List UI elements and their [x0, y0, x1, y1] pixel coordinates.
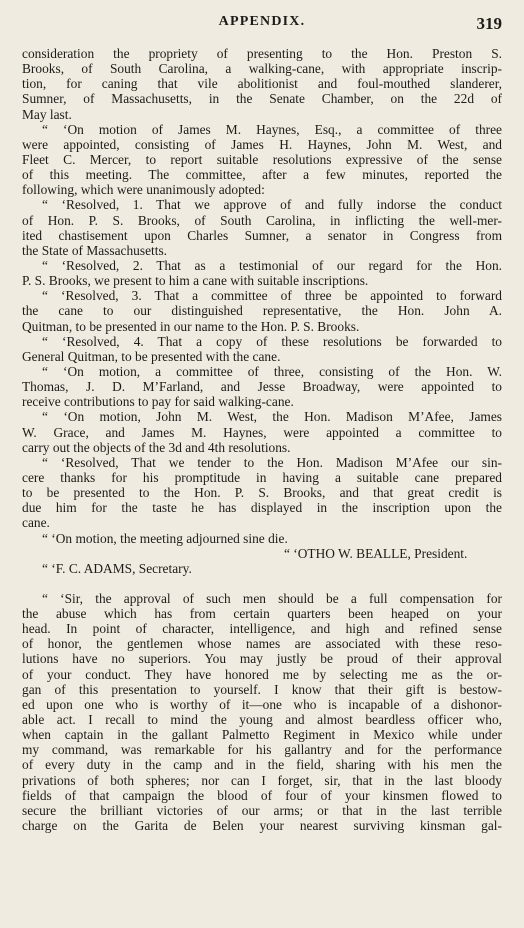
text-line: tion, for caning that vile abolitionist and foul-mouthed slanderer, — [22, 76, 502, 92]
text-line: secure the brilliant victories of our arms; or that in the last terrible — [22, 802, 502, 818]
text-line: “ ‘On motion, John M. West, the Hon. Madison M’Afee, James — [42, 409, 502, 425]
text-line: P. S. Brooks, we present to him a cane with suitable inscriptions. — [22, 273, 369, 289]
text-line: “ ‘Sir, the approval of such men should be a full compensation for — [42, 590, 502, 606]
body-text — [22, 46, 502, 833]
text-line: the abuse which has from certain quarters been heaped on your — [22, 606, 502, 622]
text-line: lutions have no superiors. You may justly be proud of their approval — [22, 651, 502, 667]
text-line: of every duty in the camp and in the field, sharing with his men the — [22, 757, 502, 773]
text-line: ited chastisement upon Charles Sumner, a senator in Congress from — [22, 227, 502, 243]
text-line: Quitman, to be presented in our name to the Hon. P. S. Brooks. — [22, 318, 360, 334]
text-line: the State of Massachusetts. — [22, 242, 168, 258]
text-line: May last. — [22, 106, 72, 122]
text-line: “ ‘Resolved, 3. That a committee of three be appointed to forward — [42, 288, 502, 304]
page-number: 319 — [476, 14, 502, 33]
text-line: of this meeting. The committee, after a few minutes, reported the — [22, 167, 502, 183]
text-line: Thomas, J. D. M’Farland, and Jesse Broadway, were appointed to — [22, 379, 502, 395]
running-head: APPENDIX. — [218, 14, 306, 29]
text-line: “ ‘Resolved, 1. That we approve of and fully indorse the conduct — [42, 197, 502, 213]
text-line: “ ‘On motion, the meeting adjourned sine die. — [42, 530, 288, 546]
text-line: of honor, the gentlemen whose names are associated with these reso- — [22, 636, 502, 652]
text-line: when captain in the gallant Palmetto Regiment in Mexico while under — [22, 727, 502, 743]
page-header — [22, 14, 502, 38]
text-line: my command, was remarkable for his gallantry and for the performance — [22, 742, 502, 758]
text-line: charge on the Garita de Belen your nearest surviving kinsman gal- — [22, 818, 502, 834]
text-line: carry out the objects of the 3d and 4th resolutions. — [22, 439, 291, 455]
text-line: General Quitman, to be presented with the cane. — [22, 348, 281, 364]
text-line: due him for the taste he has displayed in the inscription upon the — [22, 500, 502, 516]
text-line: of your conduct. They have honored me by selecting me as the or- — [22, 666, 502, 682]
text-line: “ ‘On motion, a committee of three, consisting of the Hon. W. — [42, 363, 502, 379]
text-line: “ ‘On motion of James M. Haynes, Esq., a committee of three — [42, 121, 502, 137]
signature-line: “ ‘OTHO W. BEALLE, President. — [284, 545, 468, 561]
text-line: to be presented to the Hon. P. S. Brooks, and that great credit is — [22, 485, 502, 501]
text-line: gan of this presentation to yourself. I know that their gift is bestow- — [22, 681, 502, 697]
text-line: consideration the propriety of presenting to the Hon. Preston S. — [22, 46, 502, 61]
text-line: were appointed, consisting of James H. Haynes, John M. West, and — [22, 136, 502, 152]
signature-line: “ ‘F. C. ADAMS, Secretary. — [42, 560, 192, 576]
text-line: cane. — [22, 515, 50, 531]
text-line: Brooks, of South Carolina, a walking-cane, with appropriate inscrip- — [22, 61, 502, 77]
text-line: following, which were unanimously adopted: — [22, 182, 265, 198]
text-line: of Hon. P. S. Brooks, of South Carolina, in inflicting the well-mer- — [22, 212, 502, 228]
text-line: “ ‘Resolved, 2. That as a testimonial of our regard for the Hon. — [42, 257, 502, 273]
text-line: “ ‘Resolved, 4. That a copy of these resolutions be forwarded to — [42, 333, 502, 349]
text-line: head. In point of character, intelligence, and high and refined sense — [22, 621, 502, 637]
text-line: receive contributions to pay for said walking-cane. — [22, 394, 294, 410]
text-line: able act. I recall to mind the young and almost beardless officer who, — [22, 712, 502, 728]
text-line: “ ‘Resolved, That we tender to the Hon. Madison M’Afee our sin- — [42, 454, 502, 470]
text-line: cere thanks for his promptitude in having a suitable cane prepared — [22, 469, 502, 485]
text-line: Fleet C. Mercer, to report suitable resolutions expressive of the sense — [22, 151, 502, 167]
text-line: ed upon one who is worthy of it—one who is incapable of a dishonor- — [22, 696, 502, 712]
text-line: privations of both spheres; nor can I forget, sir, that in the last bloody — [22, 772, 502, 788]
text-line: fields of that campaign the blood of four of your kinsmen flowed to — [22, 787, 502, 803]
text-line: Sumner, of Massachusetts, in the Senate Chamber, on the 22d of — [22, 91, 502, 107]
text-line: the cane to our distinguished representative, the Hon. John A. — [22, 303, 502, 319]
paragraph-gap — [22, 576, 502, 591]
text-line: W. Grace, and James M. Haynes, were appointed a committee to — [22, 424, 502, 440]
